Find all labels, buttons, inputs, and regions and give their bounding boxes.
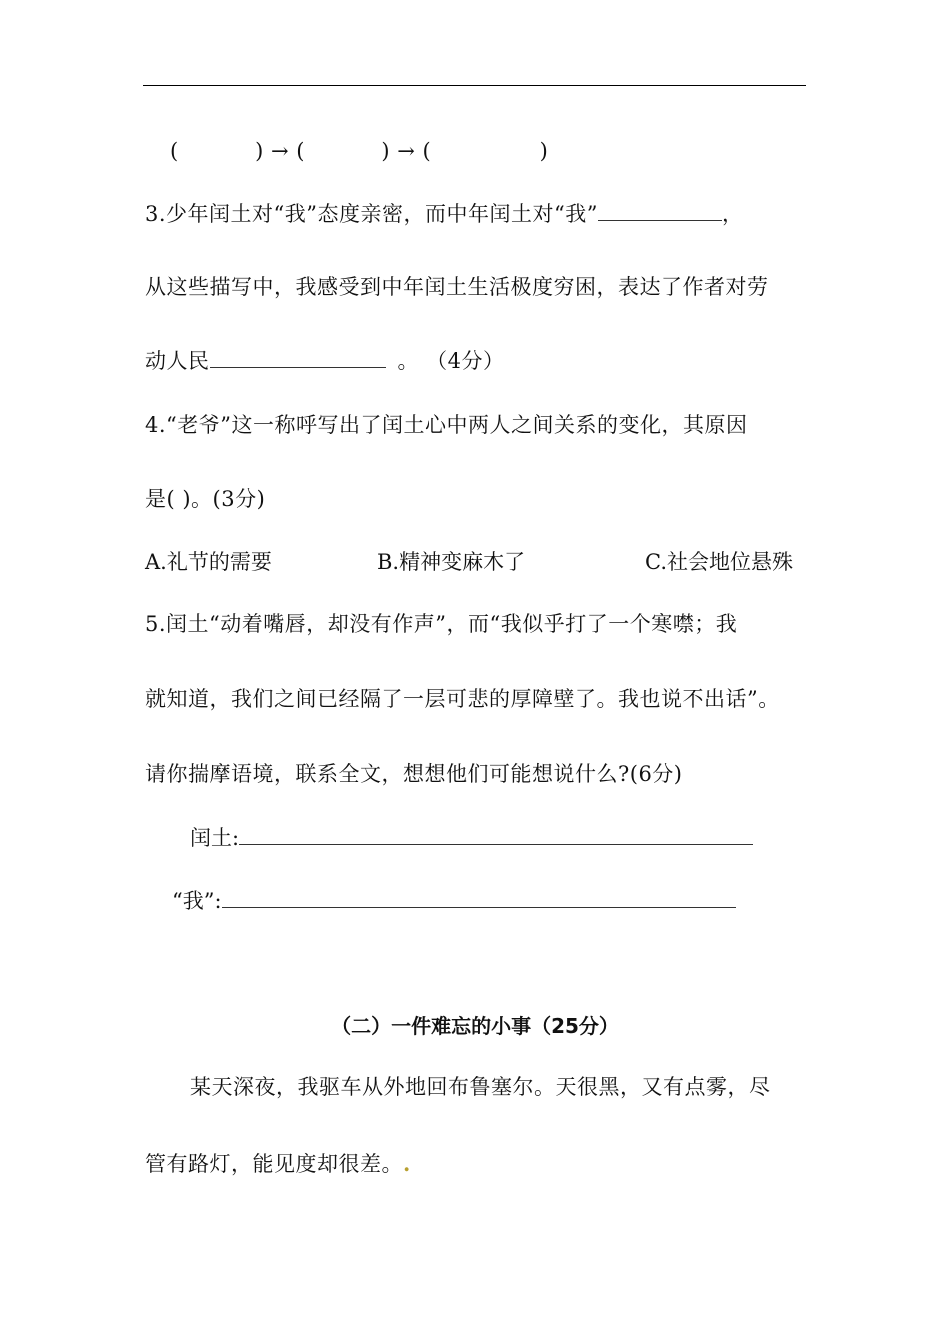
q3-text-3-end: 。 （4分） <box>397 349 505 373</box>
section-2-title: （二）一件难忘的小事（25分） <box>331 1014 619 1038</box>
q5-wo-label: “我”: <box>172 889 222 913</box>
q3-line2: 从这些描写中，我感受到中年闰土生活极度穷困，表达了作者对劳 <box>145 275 769 299</box>
seq-arrow-2: → <box>397 139 416 163</box>
seq-paren-open-1: ( <box>170 139 179 163</box>
q5-line3: 请你揣摩语境，联系全文，想想他们可能想说什么?(6分) <box>145 762 683 786</box>
q3-line3 <box>145 347 505 375</box>
seq-paren-close-1: ) <box>255 139 264 163</box>
q5-wo-blank[interactable] <box>222 885 736 908</box>
q3-text-3: 动人民 <box>145 349 210 373</box>
q5-line2: 就知道，我们之间已经隔了一层可悲的厚障壁了。我也说不出话”。 <box>145 687 780 711</box>
section-2-para-line2 <box>145 1150 411 1178</box>
q4-option-b[interactable]: B.精神变麻木了 <box>377 550 526 574</box>
q3-text-1: 3.少年闰土对“我”态度亲密，而中年闰土对“我” <box>145 202 598 226</box>
q3-blank-2[interactable] <box>210 347 386 368</box>
header-rule <box>143 85 806 86</box>
trailing-mark: . <box>403 1151 411 1176</box>
seq-paren-open-2: ( <box>296 139 305 163</box>
q4-line1: 4.“老爷”这一称呼写出了闰土心中两人之间关系的变化，其原因 <box>145 413 748 437</box>
seq-paren-close-2: ) <box>381 139 391 163</box>
q5-line1: 5.闰土“动着嘴唇，却没有作声”，而“我似乎打了一个寒噤；我 <box>145 612 738 636</box>
section-2-para-text: 管有路灯，能见度却很差。 <box>145 1152 403 1176</box>
q5-runtu-blank[interactable] <box>239 822 753 845</box>
q3-line1 <box>145 200 743 228</box>
q4-option-a[interactable]: A.礼节的需要 <box>145 550 272 574</box>
q3-blank-1[interactable] <box>598 200 722 221</box>
sequence-blanks <box>170 137 548 165</box>
seq-paren-open-3: ( <box>422 139 432 163</box>
q5-runtu-label: 闰土: <box>190 826 240 850</box>
q5-runtu-answer <box>190 822 753 852</box>
seq-arrow-1: → <box>270 139 290 163</box>
q3-text-1-end: ， <box>721 202 744 226</box>
q5-wo-answer <box>172 885 736 915</box>
seq-paren-close-3: ) <box>539 139 549 163</box>
q4-option-c[interactable]: C.社会地位悬殊 <box>645 550 793 574</box>
q4-line2: 是( )。(3分) <box>145 487 266 511</box>
section-2-para-line1: 某天深夜，我驱车从外地回布鲁塞尔。天很黑，又有点雾，尽 <box>190 1075 771 1099</box>
